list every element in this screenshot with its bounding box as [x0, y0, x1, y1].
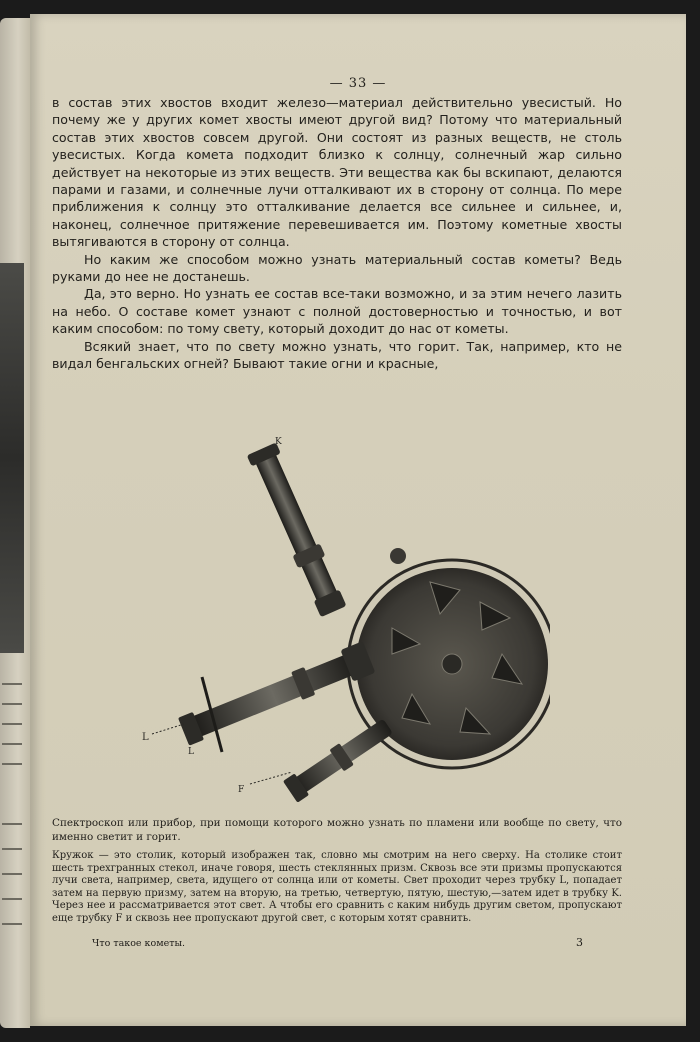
previous-page-text-line	[2, 743, 22, 745]
figure-label-l: L	[142, 732, 149, 743]
page-number: — 33 —	[329, 76, 387, 91]
figure-label-l2: L	[188, 747, 194, 757]
figure-label-k: K	[275, 437, 282, 447]
previous-page-text-line	[2, 873, 22, 875]
previous-page-text-line	[2, 923, 22, 925]
previous-page-edge	[0, 18, 30, 1028]
previous-page-text-line	[2, 703, 22, 705]
previous-page-text-line	[2, 848, 22, 850]
spectroscope-illustration	[130, 432, 550, 812]
paragraph: в состав этих хвостов входит железо—материал действительно увесистый. Но почему же у других комет хвосты имеют другой вид? Потому что материальный состав этих хвостов совсем другой. Они состоят из разных веществ, не столь увесистых. Когда комета подходит близко к солнцу, солнечный жар сильно действует на некоторые из этих веществ. Эти вещества как бы вскипают, делаются парами и газами, и солнечные лучи отталкивают их в сторону от солнца. По мере приближения к солнцу это отталкивание делается все сильнее и сильнее, и, наконец, солнечное притяжение перевешивается им. Поэтому кометные хвосты вытягиваются в сторону от солнца.	[52, 95, 622, 250]
previous-page-text-line	[2, 723, 22, 725]
previous-page-text-line	[2, 763, 22, 765]
signature-number: 3	[576, 936, 583, 949]
previous-page-text-line	[2, 898, 22, 900]
figure-label-f: F	[238, 785, 245, 795]
previous-page-illustration	[0, 263, 24, 653]
book-page	[30, 14, 686, 1026]
figure-caption: Спектроскоп или прибор, при помощи которого можно узнать по пламени или вообще по свету, что именно светит и горит.	[52, 817, 622, 843]
figure-description: Кружок — это столик, который изображен так, словно мы смотрим на него сверху. На столике стоит шесть трехгранных стекол, иначе говоря, шесть стеклянных призм. Сквозь все эти призмы пропускаются лучи света, например, света, идущего от солнца или от кометы. Свет проходит через трубку L, попадает затем на первую призму, затем на вторую, на третью, четвертую, пятую, шестую,—затем идет в трубку K. Через нее и рассматривается этот свет. А чтобы его сравнить с каким нибудь другим светом, пропускают еще трубку F и сквозь нее пропускают другой свет, с которым хотят сравнить.	[52, 850, 622, 924]
body-text	[52, 94, 622, 373]
paragraph: Но каким же способом можно узнать материальный состав кометы? Ведь руками до нее не достанешь.	[52, 251, 622, 285]
previous-page-text-line	[2, 823, 22, 825]
paragraph: Да, это верно. Но узнать ее состав все-таки возможно, и за этим нечего лазить на небо. О составе комет узнают с полной достоверностью и точностью, и вот каким способом: по тому свету, который доходит до нас от кометы.	[52, 286, 622, 337]
signature-line: Что такое кометы.	[92, 938, 186, 949]
previous-page-text-line	[2, 683, 22, 685]
paragraph: Всякий знает, что по свету можно узнать, что горит. Так, например, кто не видал бенгальских огней? Бывают такие огни и красные,	[52, 338, 622, 372]
